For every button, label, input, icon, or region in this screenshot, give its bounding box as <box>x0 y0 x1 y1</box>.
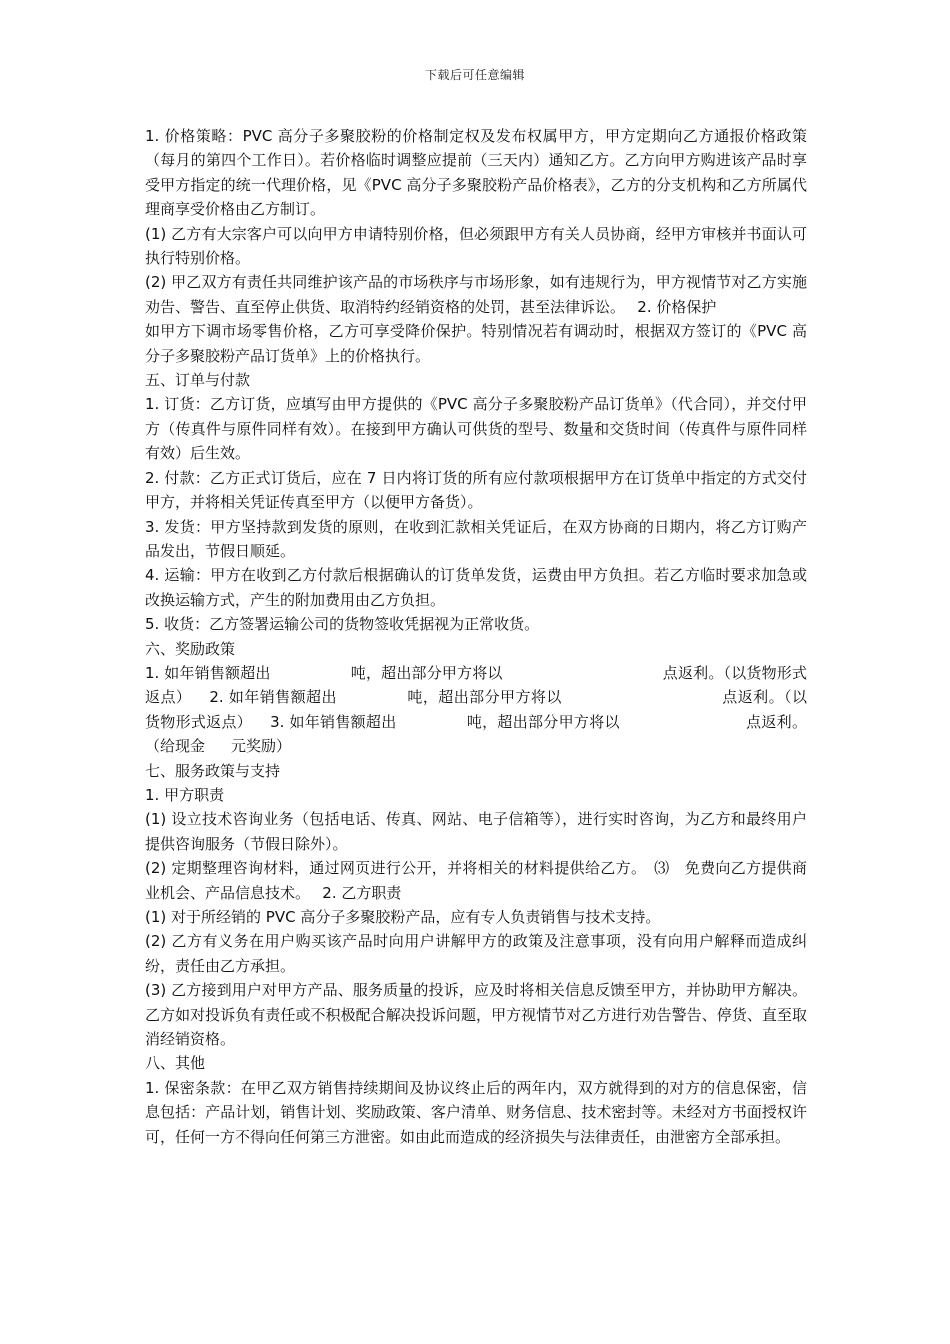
paragraph-confidentiality: 1. 保密条款：在甲乙双方销售持续期间及协议终止后的两年内，双方就得到的对方的信息保密，信息包括：产品计划，销售计划、奖励政策、客户清单、财务信息、技术密封等。未经对方书面授权许可，任何一方不得向任何第三方泄密。如由此而造成的经济损失与法律责任，由泄密方全部承担。 <box>145 1078 807 1146</box>
paragraph-payment: 2. 付款：乙方正式订货后，应在 7 日内将订货的所有应付款项根据甲方在订货单中指定的方式交付甲方，并将相关凭证传真至甲方（以便甲方备货）。 <box>145 468 807 512</box>
page-header: 下载后可任意编辑 <box>424 68 525 82</box>
paragraph-special-price: (1) 乙方有大宗客户可以向甲方申请特别价格，但必须跟甲方有关人员协商，经甲方审核并书面认可执行特别价格。 <box>145 224 807 268</box>
reward-3-end: 点返利。（给现金 <box>145 712 807 756</box>
paragraph-price-protection: 如甲方下调市场零售价格，乙方可享受降价保护。特别情况若有调动时，根据双方签订的《PVC 高分子多聚胶粉产品订货单》上的价格执行。 <box>145 322 807 365</box>
reward-1-middle: 吨，超出部分甲方将以 <box>350 663 503 682</box>
document-body <box>145 124 807 1149</box>
reward-3-middle: 吨，超出部分甲方将以 <box>466 712 620 731</box>
section-heading-other: 八、其他 <box>145 1054 206 1073</box>
reward-3-tail: 元奖励） <box>231 737 292 756</box>
reward-3-start: 3. 如年销售额超出 <box>270 712 397 731</box>
paragraph-shipping: 3. 发货：甲方坚持款到发货的原则，在收到汇款相关凭证后，在双方协商的日期内，将乙方订购产品发出，节假日顺延。 <box>145 517 807 560</box>
paragraph-transport: 4. 运输：甲方在收到乙方付款后根据确认的订货单发货，运费由甲方负担。若乙方临时要求加急或改换运输方式，产生的附加费用由乙方负担。 <box>145 566 807 609</box>
subheading-party-a-duties: 1. 甲方职责 <box>145 785 225 804</box>
reward-2-start: 2. 如年销售额超出 <box>209 688 337 707</box>
paragraph-consulting-materials: (2) 定期整理咨询材料，通过网页进行公开，并将相关的材料提供给乙方。 ⑶ 免费向乙方提供商业机会、产品信息技术。 2. 乙方职责 <box>145 859 807 902</box>
paragraph-rewards <box>145 661 807 759</box>
section-heading-rewards: 六、奖励政策 <box>145 639 236 658</box>
paragraph-user-explanation: (2) 乙方有义务在用户购买该产品时向用户讲解甲方的政策及注意事项，没有向用户解释而造成纠纷，责任由乙方承担。 <box>145 932 807 975</box>
reward-1-start: 1. 如年销售额超出 <box>145 663 271 682</box>
paragraph-ordering: 1. 订货：乙方订货，应填写由甲方提供的《PVC 高分子多聚胶粉产品订货单》（代合同），并交付甲方（传真件与原件同样有效）。在接到甲方确认可供货的型号、数量和交货时间（传真件与原件同样有效）后生效。 <box>145 395 807 463</box>
reward-2-middle: 吨，超出部分甲方将以 <box>406 688 562 707</box>
paragraph-dedicated-staff: (1) 对于所经销的 PVC 高分子多聚胶粉产品，应有专人负责销售与技术支持。 <box>145 908 661 926</box>
paragraph-receipt: 5. 收货：乙方签署运输公司的货物签收凭据视为正常收货。 <box>145 615 540 634</box>
reward-1-end: 点返利。（以货物形式返点） <box>145 663 807 707</box>
paragraph-complaints: (3) 乙方接到用户对甲方产品、服务质量的投诉，应及时将相关信息反馈至甲方，并协助甲方解决。乙方如对投诉负有责任或不积极配合解决投诉问题，甲方视情节对乙方进行劝告警告、停货、直至取消经销资格。 <box>145 981 807 1049</box>
reward-2-end: 点返利。（以货物形式返点） <box>145 688 807 731</box>
section-heading-service: 七、服务政策与支持 <box>145 761 281 780</box>
section-heading-orders: 五、订单与付款 <box>145 371 251 390</box>
paragraph-tech-consulting: (1) 设立技术咨询业务（包括电话、传真、网站、电子信箱等），进行实时咨询，为乙方和最终用户提供咨询服务（节假日除外）。 <box>145 810 807 853</box>
paragraph-price-policy: 1. 价格策略：PVC 高分子多聚胶粉的价格制定权及发布权属甲方，甲方定期向乙方通报价格政策（每月的第四个工作日）。若价格临时调整应提前（三天内）通知乙方。乙方向甲方购进该产品时享受甲方指定的统一代理价格，见《PVC 高分子多聚胶粉产品价格表》，乙方的分支机构和乙方所属代理商享受价格由乙方制订。 <box>145 127 807 219</box>
paragraph-market-order: (2) 甲乙双方有责任共同维护该产品的市场秩序与市场形象，如有违规行为，甲方视情节对乙方实施劝告、警告、直至停止供货、取消特约经销资格的处罚，甚至法律诉讼。 2. 价格保护 <box>145 273 807 316</box>
